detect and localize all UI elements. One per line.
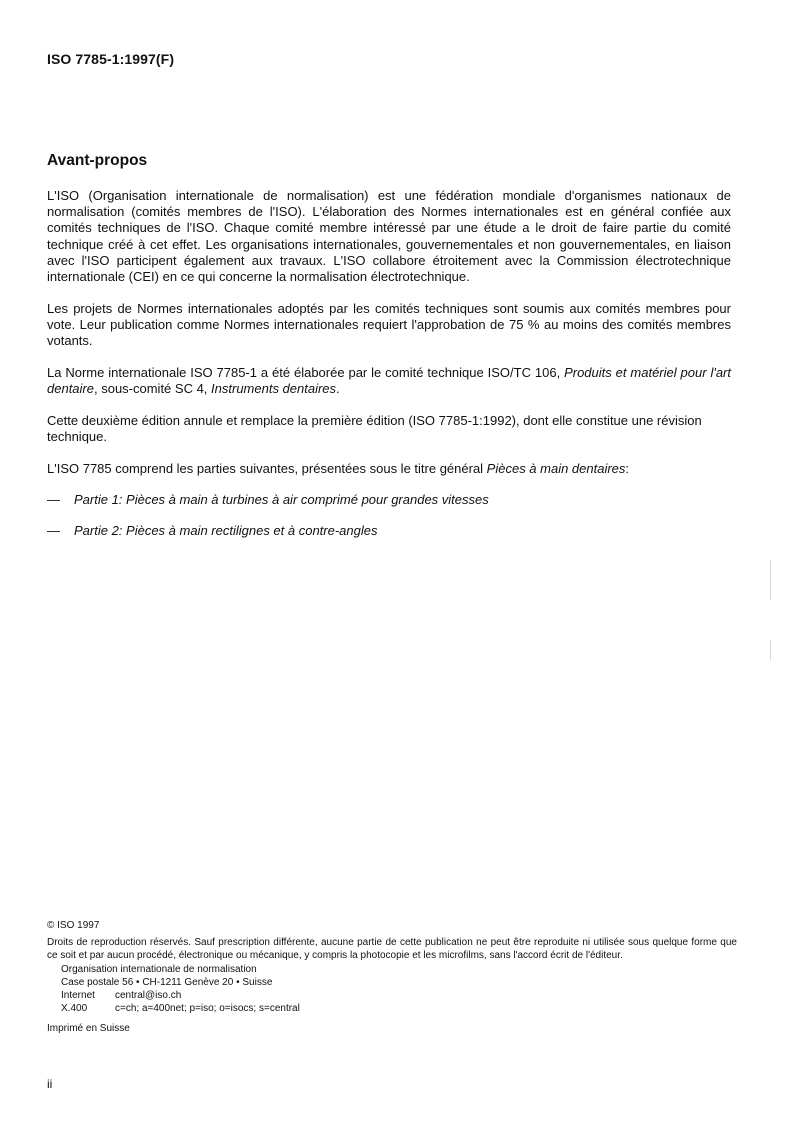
committee-text: La Norme internationale ISO 7785-1 a été élaborée par le comité technique ISO/TC 106, (47, 364, 565, 380)
committee-title: Produits et matériel pour l'art dentaire (47, 364, 731, 397)
internet-address: central@iso.ch (115, 990, 182, 1001)
part-1-label: Partie 1: Pièces à main à turbines à air comprimé pour grandes vitesses (74, 492, 489, 508)
x400-row (61, 1002, 737, 1015)
list-item-part-1 (47, 492, 731, 508)
reproduction-rights: Droits de reproduction réservés. Sauf prescription différente, aucune partie de cette publication ne peut être reproduite ni utilisée sous quelque forme que ce soit et par aucun procédé, électronique ou mécanique, y compris la photocopie et les microfilms, sans l'accord écrit de l'éditeur. (47, 937, 737, 961)
list-dash: — (47, 492, 60, 508)
internet-row (61, 989, 737, 1002)
paragraph-voting: Les projets de Normes internationales adoptés par les comités techniques sont soumis aux comités membres pour vote. Leur publication comme Normes internationales requiert l'approbation de 75 % au moins des comités membres votants. (47, 300, 731, 349)
copyright-notice: © ISO 1997 (47, 920, 100, 931)
subcommittee-text: , sous-comité SC 4, (93, 381, 212, 397)
scan-artifact-line (770, 560, 771, 600)
scan-artifact-line (770, 640, 771, 660)
document-reference: ISO 7785-1:1997(F) (47, 51, 175, 67)
internet-label: Internet (61, 990, 95, 1001)
organisation-name: Organisation internationale de normalisation (61, 964, 257, 975)
page-number: ii (47, 1077, 53, 1091)
printed-in: Imprimé en Suisse (47, 1023, 130, 1034)
x400-address: c=ch; a=400net; p=iso; o=isocs; s=central (115, 1003, 300, 1014)
postal-address: Case postale 56 • CH-1211 Genève 20 • Suisse (61, 977, 273, 988)
paragraph-parts-intro (47, 461, 731, 477)
parts-intro-text: L'ISO 7785 comprend les parties suivantes, présentées sous le titre général (47, 460, 487, 476)
period: . (336, 381, 340, 397)
section-title: Avant-propos (47, 152, 148, 169)
copyright-footer (47, 919, 737, 1035)
colon: : (625, 460, 630, 476)
general-title: Pièces à main dentaires (486, 460, 626, 476)
paragraph-committee (47, 365, 731, 397)
subcommittee-title: Instruments dentaires (211, 381, 337, 397)
part-2-label: Partie 2: Pièces à main rectilignes et à contre-angles (74, 522, 378, 538)
x400-label: X.400 (61, 1003, 88, 1014)
publisher-address (61, 963, 737, 1015)
list-dash: — (47, 522, 60, 538)
foreword-body (47, 188, 731, 553)
paragraph-iso-intro: L'ISO (Organisation internationale de normalisation) est une fédération mondiale d'organismes nationaux de normalisation (comités membres de l'ISO). L'élaboration des Normes internationales est en général confiée aux comités techniques de l'ISO. Chaque comité membre intéressé par une étude a le droit de faire partie du comité technique créé à cet effet. Les organisations internationales, gouvernementales et non gouvernementales, en liaison avec l'ISO participent également aux travaux. L'ISO collabore étroitement avec la Commission électrotechnique internationale (CEI) en ce qui concerne la normalisation électrotechnique. (47, 188, 731, 285)
paragraph-edition: Cette deuxième édition annule et remplace la première édition (ISO 7785-1:1992), dont elle constitue une révision technique. (47, 412, 702, 444)
list-item-part-2 (47, 523, 731, 539)
